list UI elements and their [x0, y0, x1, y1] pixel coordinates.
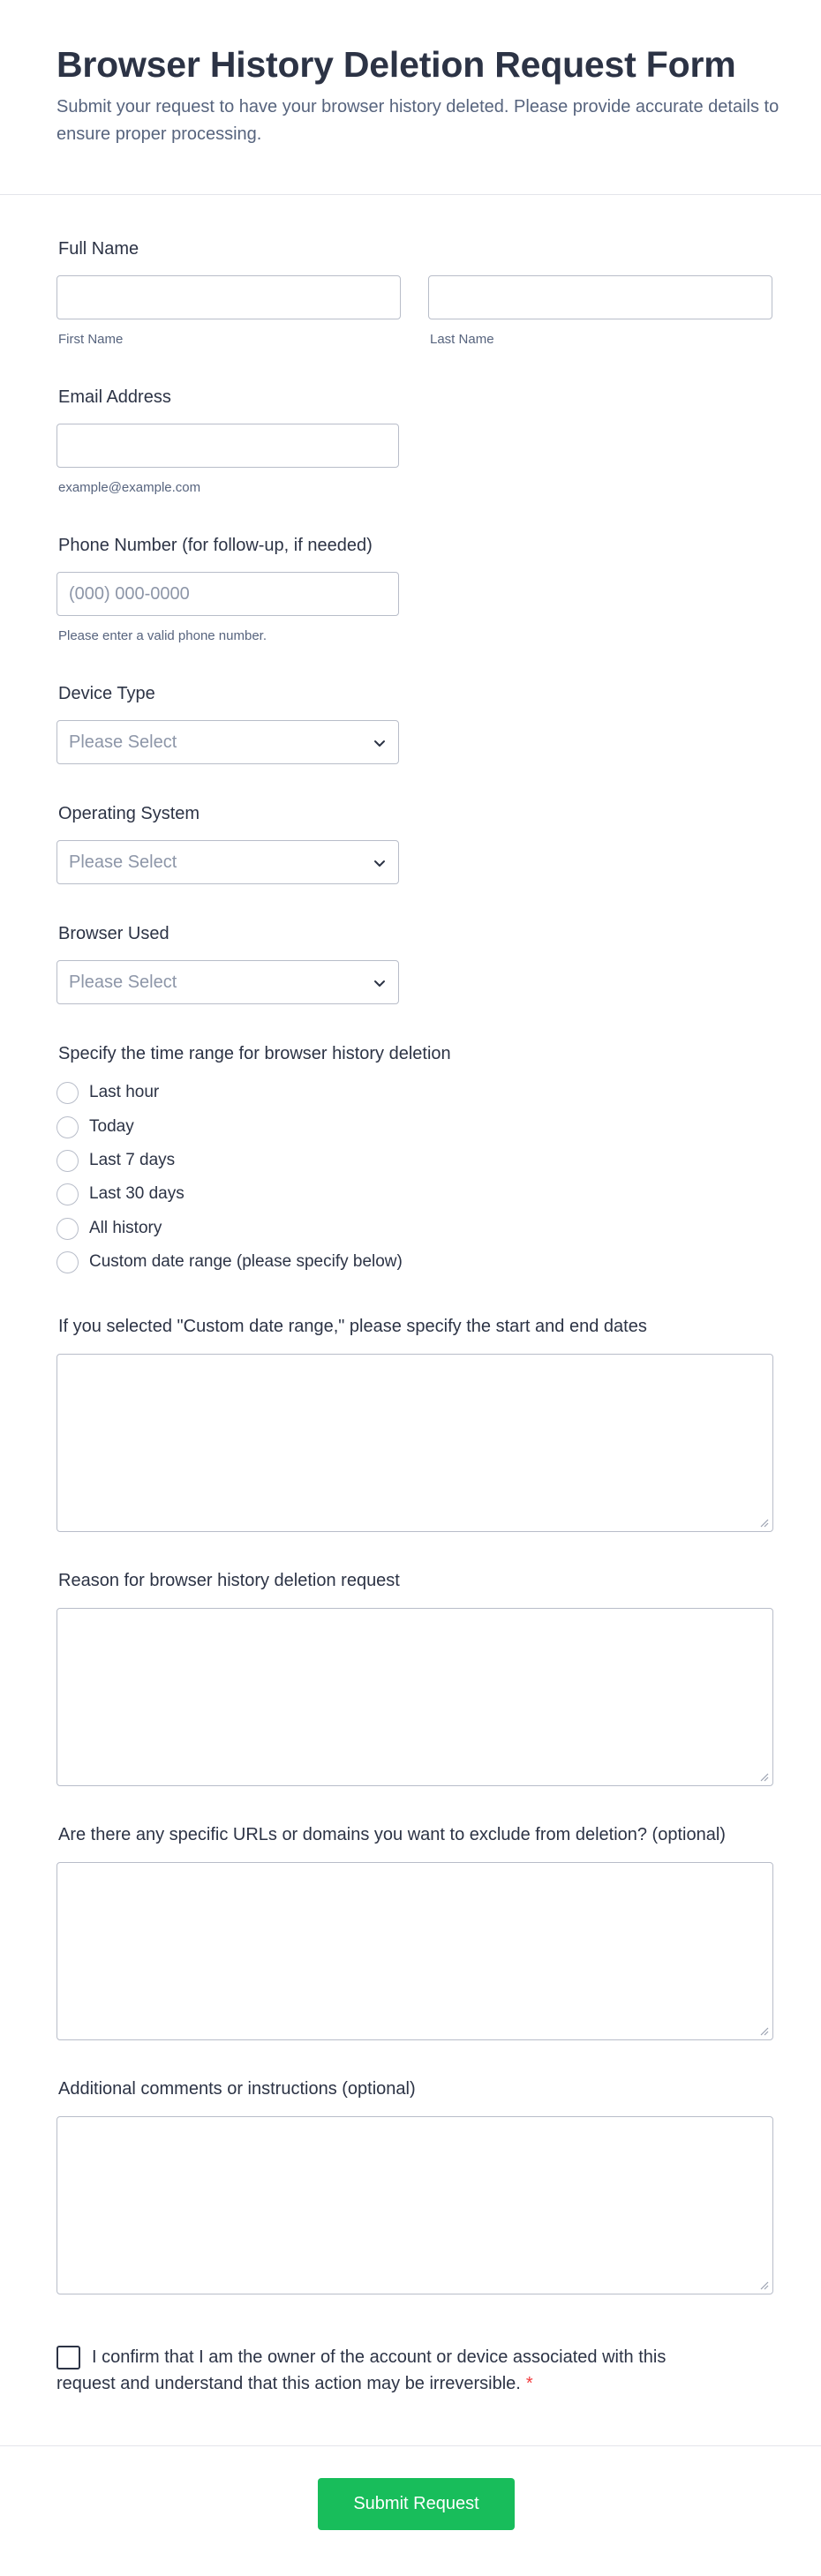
- operating-system-label: Operating System: [58, 804, 200, 823]
- radio-option-all-history[interactable]: [56, 1216, 162, 1241]
- phone-sublabel: Please enter a valid phone number.: [58, 628, 267, 643]
- reason-label: Reason for browser history deletion request: [58, 1571, 400, 1590]
- device-type-select[interactable]: [56, 720, 399, 764]
- browser-used-value: Please Select: [69, 973, 177, 992]
- device-type-label: Device Type: [58, 684, 155, 703]
- form-header: [0, 0, 821, 195]
- first-name-sublabel: First Name: [58, 332, 124, 347]
- custom-range-textarea[interactable]: [56, 1354, 773, 1532]
- operating-system-value: Please Select: [69, 852, 177, 872]
- footer-divider: [0, 2445, 821, 2446]
- operating-system-select[interactable]: [56, 840, 399, 884]
- last-name-input[interactable]: [428, 275, 772, 319]
- browser-used-label: Browser Used: [58, 924, 169, 943]
- phone-input[interactable]: [56, 572, 399, 616]
- comments-textarea[interactable]: [56, 2116, 773, 2294]
- radio-button[interactable]: [56, 1150, 79, 1172]
- radio-button[interactable]: [56, 1218, 79, 1240]
- radio-option-label: Last hour: [89, 1083, 160, 1101]
- email-sublabel: example@example.com: [58, 480, 201, 495]
- radio-option-label: Custom date range (please specify below): [89, 1252, 403, 1271]
- radio-option-label: Today: [89, 1117, 134, 1136]
- last-name-sublabel: Last Name: [430, 332, 494, 347]
- phone-label: Phone Number (for follow-up, if needed): [58, 536, 373, 555]
- radio-option-last-hour[interactable]: [56, 1080, 159, 1105]
- radio-button[interactable]: [56, 1116, 79, 1138]
- radio-option-label: All history: [89, 1219, 162, 1237]
- time-range-label: Specify the time range for browser history deletion: [58, 1044, 451, 1063]
- radio-option-last-30-days[interactable]: [56, 1182, 185, 1206]
- comments-label: Additional comments or instructions (optional): [58, 2079, 416, 2099]
- browser-used-select[interactable]: [56, 960, 399, 1004]
- resize-grip-icon[interactable]: [758, 2025, 769, 2036]
- radio-option-custom-range[interactable]: [56, 1250, 403, 1274]
- chevron-down-icon: [372, 855, 388, 871]
- device-type-value: Please Select: [69, 732, 177, 752]
- chevron-down-icon: [372, 735, 388, 751]
- page-title: Browser History Deletion Request Form: [56, 44, 736, 85]
- radio-option-label: Last 7 days: [89, 1151, 176, 1169]
- radio-option-label: Last 30 days: [89, 1184, 185, 1203]
- full-name-label: Full Name: [58, 239, 139, 259]
- submit-button[interactable]: Submit Request: [318, 2478, 515, 2530]
- page-subtitle: Submit your request to have your browser history deleted. Please provide accurate details to ensure proper processing.: [56, 97, 780, 144]
- radio-option-today[interactable]: [56, 1115, 134, 1139]
- chevron-down-icon: [372, 975, 388, 991]
- email-field[interactable]: [56, 424, 399, 468]
- radio-button[interactable]: [56, 1082, 79, 1104]
- custom-range-label: If you selected "Custom date range," please specify the start and end dates: [58, 1317, 647, 1336]
- required-asterisk: *: [525, 2374, 533, 2393]
- first-name-input[interactable]: [56, 275, 401, 319]
- radio-button[interactable]: [56, 1251, 79, 1273]
- radio-option-last-7-days[interactable]: [56, 1148, 175, 1173]
- email-label: Email Address: [58, 387, 171, 407]
- exclusions-label: Are there any specific URLs or domains you want to exclude from deletion? (optional): [58, 1825, 726, 1844]
- resize-grip-icon[interactable]: [758, 1517, 769, 1528]
- reason-textarea[interactable]: [56, 1608, 773, 1786]
- radio-button[interactable]: [56, 1183, 79, 1205]
- confirm-text: I confirm that I am the owner of the account or device associated with this request and understand that this action may be irreversible.: [56, 2347, 667, 2393]
- resize-grip-icon[interactable]: [758, 1771, 769, 1782]
- confirm-label: [56, 2344, 710, 2397]
- resize-grip-icon[interactable]: [758, 2279, 769, 2290]
- exclusions-textarea[interactable]: [56, 1862, 773, 2040]
